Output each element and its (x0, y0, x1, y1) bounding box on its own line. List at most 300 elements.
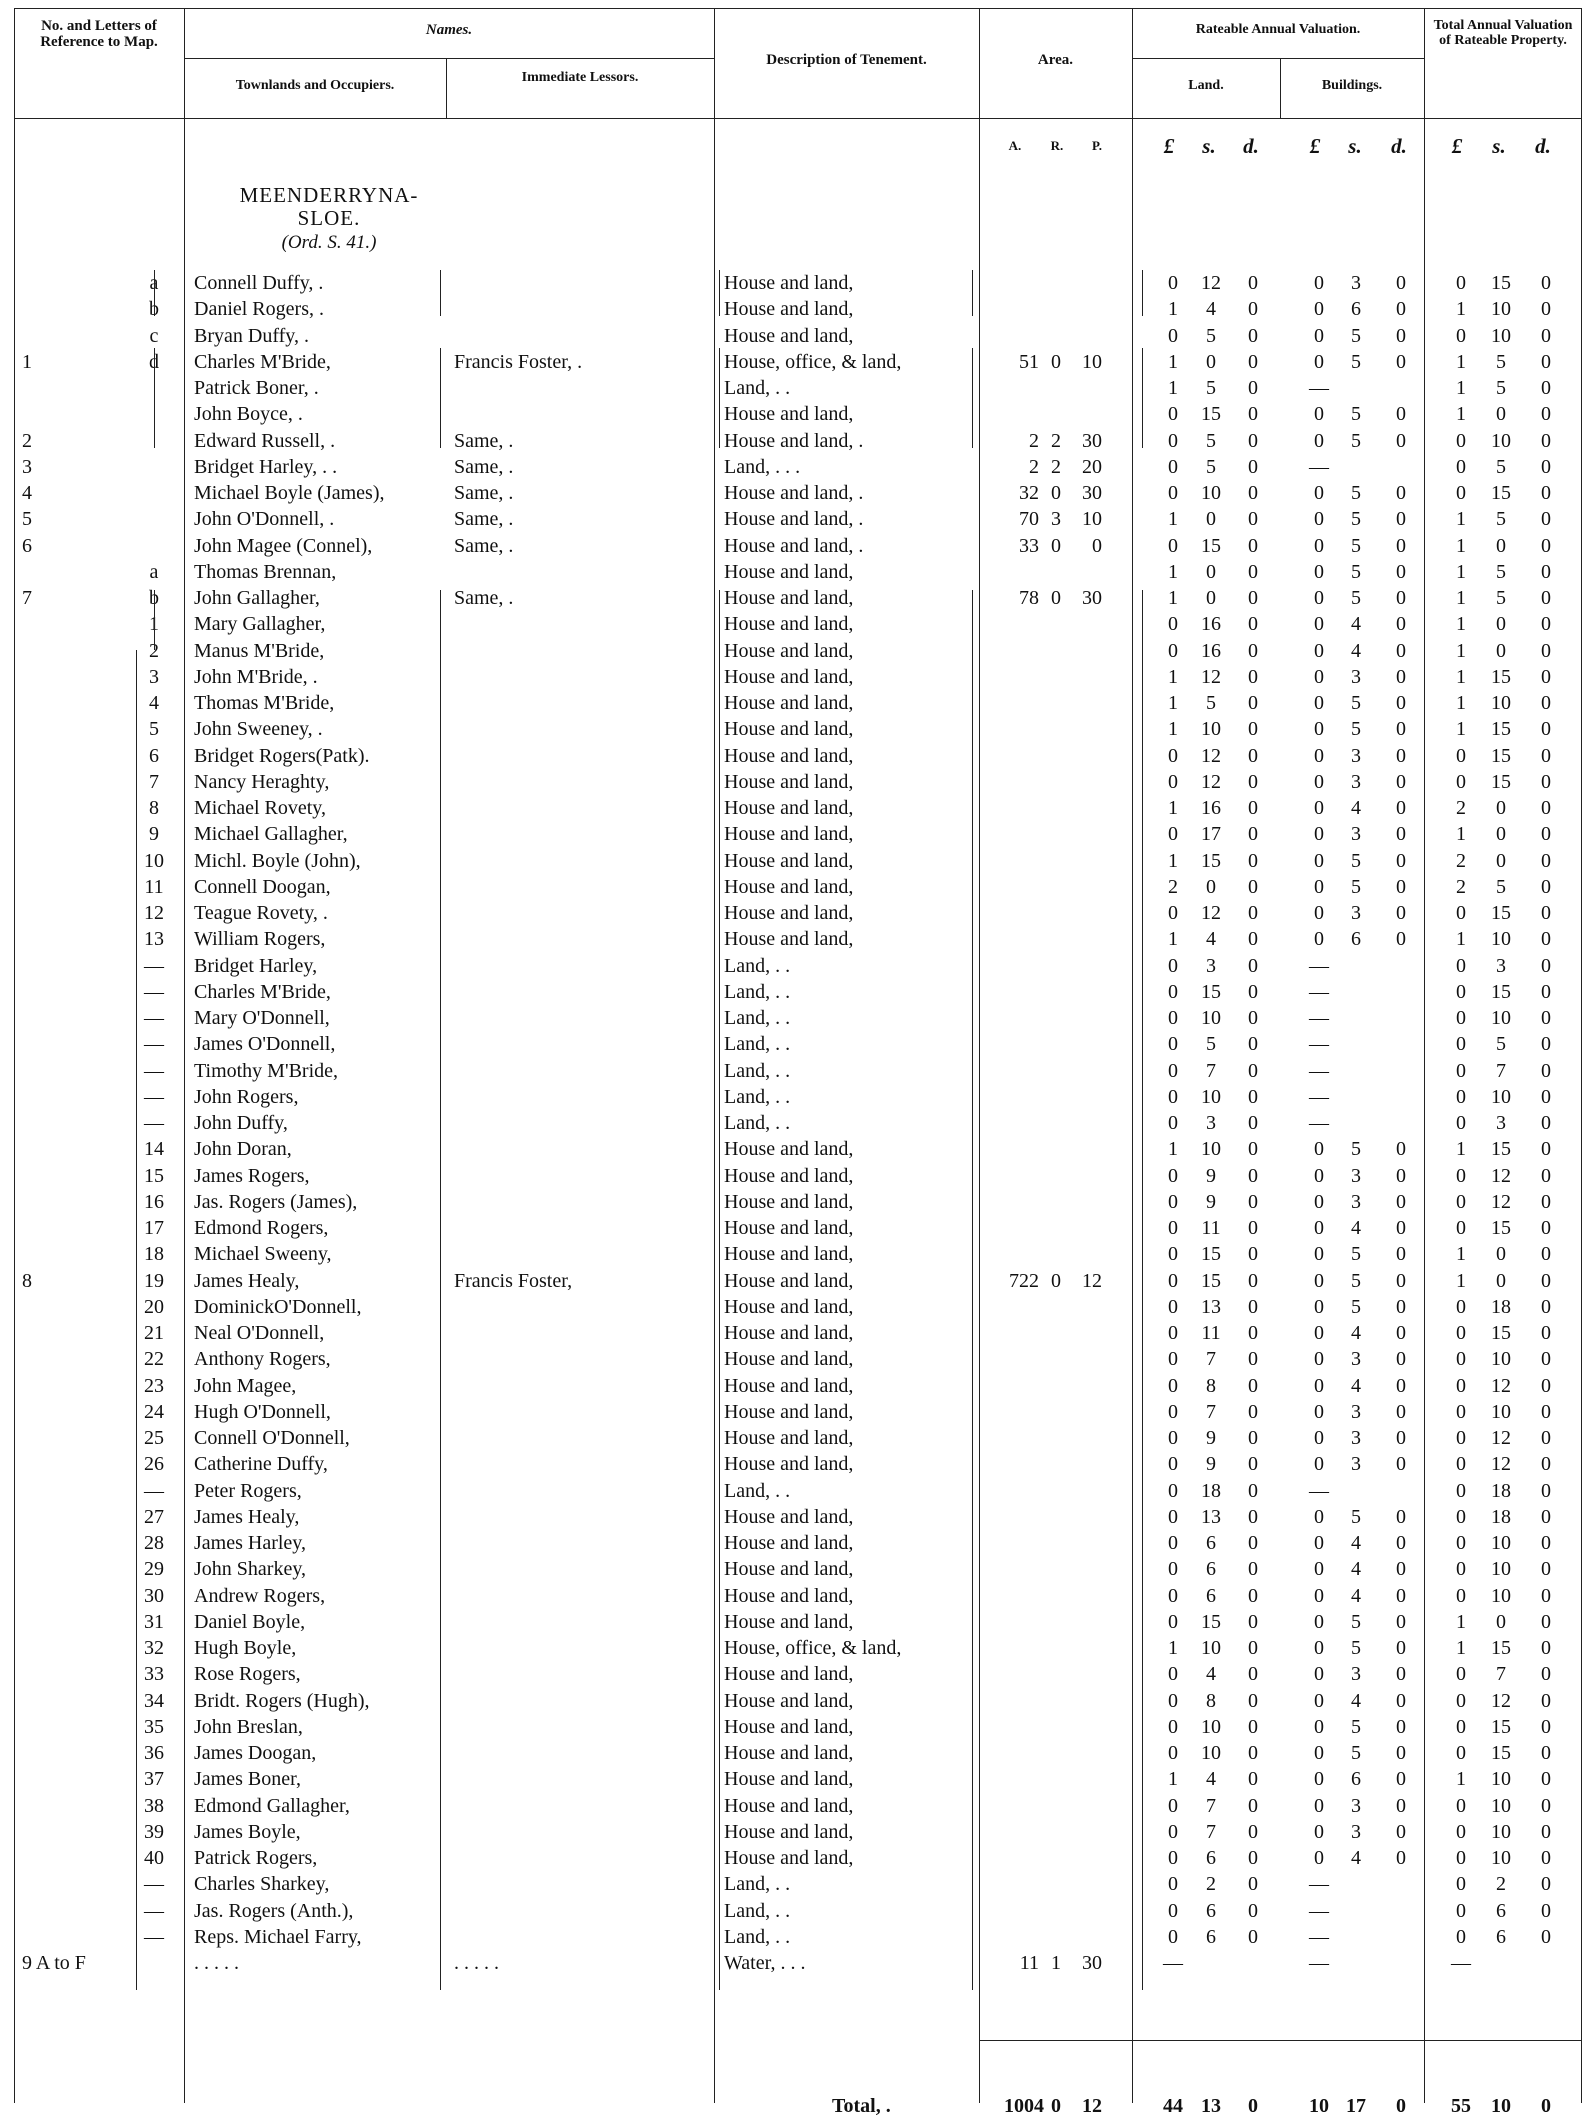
land-shillings: 15 (1201, 1610, 1221, 1633)
ref-letter: — (144, 980, 164, 1003)
ref-letter: b (149, 587, 159, 609)
land-shillings: 8 (1206, 1374, 1216, 1397)
total-shillings: 15 (1491, 1138, 1511, 1161)
total-shillings: 10 (1491, 324, 1511, 347)
land-pence: 0 (1248, 377, 1258, 399)
buildings-pounds: 0 (1314, 1637, 1324, 1659)
buildings-pence: 0 (1396, 534, 1406, 557)
occupier-name: Edward Russell, . (194, 429, 336, 452)
occupier-name: DominickO'Donnell, (194, 1295, 362, 1318)
land-pence: 0 (1248, 1689, 1258, 1712)
buildings-shillings: 4 (1351, 613, 1361, 636)
total-shillings: 18 (1491, 1505, 1511, 1528)
occupier-name: Timothy M'Bride, (194, 1059, 339, 1082)
buildings-pounds: 0 (1314, 639, 1324, 662)
buildings-pence: 0 (1396, 1532, 1406, 1554)
buildings-shillings: 4 (1351, 1847, 1361, 1869)
buildings-pence: 0 (1396, 665, 1406, 688)
ref-letter: 11 (144, 875, 164, 898)
land-shillings: 15 (1201, 403, 1221, 426)
total-buildings-pence: 0 (1396, 2095, 1406, 2117)
total-pounds: 1 (1456, 692, 1466, 714)
table-row (14, 1425, 1582, 1451)
total-shillings: 15 (1491, 1637, 1511, 1659)
ref-letter: 20 (144, 1295, 164, 1318)
tenement-description: House and land, (724, 849, 854, 872)
total-pence: 0 (1541, 1637, 1551, 1659)
rule (446, 58, 447, 118)
ref-letter: 23 (144, 1374, 164, 1397)
buildings-pence: 0 (1396, 1295, 1406, 1318)
ref-letter: 21 (144, 1322, 164, 1344)
buildings-pounds: 0 (1314, 508, 1324, 531)
tenement-description: Land, . . (724, 1873, 791, 1896)
townland-name-line2: SLOE. (297, 206, 361, 230)
townland-name-line1: MEENDERRYNA- (239, 183, 419, 207)
total-shillings: 15 (1491, 770, 1511, 793)
total-pounds: 0 (1456, 1164, 1466, 1187)
total-pounds: 0 (1456, 1007, 1466, 1029)
total-shillings: 0 (1496, 1243, 1506, 1266)
total-shillings: 6 (1496, 1925, 1506, 1948)
buildings-shillings: 3 (1351, 770, 1361, 793)
buildings-shillings: 5 (1351, 849, 1361, 872)
occupier-name: Daniel Boyle, (194, 1610, 306, 1633)
buildings-shillings: 3 (1351, 1663, 1361, 1686)
ref-letter: 29 (144, 1558, 164, 1581)
land-pounds: 1 (1168, 1138, 1178, 1161)
total-shillings: 15 (1491, 1715, 1511, 1738)
ref-letter: 8 (149, 797, 159, 819)
land-shillings: 5 (1206, 1033, 1216, 1056)
table-row (14, 1924, 1582, 1950)
tenement-description: Land, . . . (724, 455, 801, 478)
total-pounds: 1 (1456, 1610, 1466, 1633)
land-shillings: 5 (1206, 455, 1216, 478)
buildings-shillings: 5 (1351, 718, 1361, 741)
total-pounds: 1 (1456, 613, 1466, 636)
buildings-shillings: 3 (1351, 1820, 1361, 1843)
tenement-description: House and land, (724, 1217, 854, 1239)
group-bracket (1142, 650, 1143, 1990)
ref-number: 5 (22, 508, 32, 531)
ref-letter: 3 (149, 665, 159, 688)
buildings-pounds: 0 (1314, 797, 1324, 819)
table-row (14, 1688, 1582, 1714)
land-pounds: 0 (1168, 1007, 1178, 1029)
total-shillings: 0 (1496, 534, 1506, 557)
table-row (14, 979, 1582, 1005)
area-roods: 2 (1051, 455, 1061, 478)
rule (979, 2040, 1582, 2041)
land-pounds: 1 (1168, 797, 1178, 819)
ref-letter: — (144, 1899, 164, 1922)
area-perches: 20 (1082, 455, 1102, 478)
land-pence: 0 (1248, 902, 1258, 924)
buildings-pence: 0 (1396, 1584, 1406, 1607)
total-pence: 0 (1541, 1847, 1551, 1869)
land-pence: 0 (1248, 770, 1258, 793)
total-total-pounds: 55 (1451, 2095, 1471, 2117)
total-pounds: 0 (1456, 455, 1466, 478)
ref-number: 2 (22, 429, 32, 452)
buildings-pounds: — (1309, 980, 1329, 1003)
total-pence: 0 (1541, 980, 1551, 1003)
buildings-pounds: 0 (1314, 560, 1324, 583)
buildings-pounds: 0 (1314, 1295, 1324, 1318)
table-row (14, 506, 1582, 532)
total-buildings-pounds: 10 (1309, 2095, 1329, 2117)
buildings-shillings: 5 (1351, 324, 1361, 347)
land-pence: 0 (1248, 587, 1258, 609)
tenement-description: Land, . . (724, 1479, 791, 1502)
buildings-pounds: — (1309, 1033, 1329, 1056)
tenement-description: House and land, (724, 744, 854, 767)
occupier-name: Bridt. Rogers (Hugh), (194, 1689, 370, 1712)
group-bracket (972, 270, 973, 316)
buildings-shillings: 6 (1351, 928, 1361, 951)
tenement-description: House and land, (724, 1532, 854, 1554)
total-pence: 0 (1541, 1689, 1551, 1712)
group-bracket (440, 348, 441, 448)
total-pounds: 0 (1456, 1322, 1466, 1344)
tenement-description: House and land, (724, 1768, 854, 1791)
header-names: Names. (425, 22, 473, 38)
total-pounds: 0 (1456, 1085, 1466, 1108)
buildings-pence: 0 (1396, 875, 1406, 898)
buildings-pounds: 0 (1314, 534, 1324, 557)
ref-letter: a (149, 272, 159, 294)
total-pounds: 0 (1456, 1925, 1466, 1948)
total-pence: 0 (1541, 1610, 1551, 1633)
buildings-shillings: 5 (1351, 1243, 1361, 1266)
buildings-pounds: 0 (1314, 403, 1324, 426)
land-pounds: 0 (1168, 1322, 1178, 1344)
total-pounds: 0 (1456, 1532, 1466, 1554)
buildings-shillings: 5 (1351, 350, 1361, 373)
table-row (14, 1793, 1582, 1819)
total-pence: 0 (1541, 1427, 1551, 1449)
total-pounds: 0 (1456, 1847, 1466, 1869)
total-pence: 0 (1541, 1925, 1551, 1948)
buildings-pence: 0 (1396, 1768, 1406, 1791)
total-shillings: 0 (1496, 1269, 1506, 1292)
ref-letter: 1 (149, 613, 159, 636)
total-pounds: 0 (1456, 1059, 1466, 1082)
total-shillings: 18 (1491, 1479, 1511, 1502)
table-row (14, 375, 1582, 401)
ref-letter: — (144, 1033, 164, 1056)
total-pounds: 0 (1456, 1348, 1466, 1371)
buildings-shillings: 5 (1351, 1138, 1361, 1161)
buildings-pence: 0 (1396, 1322, 1406, 1344)
table-row (14, 1478, 1582, 1504)
buildings-pence: 0 (1396, 823, 1406, 846)
land-pounds: 0 (1168, 1558, 1178, 1581)
ref-letter: 2 (149, 639, 159, 662)
table-row (14, 953, 1582, 979)
unit-pence: d. (1391, 134, 1407, 158)
tenement-description: House and land, (724, 1558, 854, 1581)
land-pence: 0 (1248, 1847, 1258, 1869)
total-pounds: 0 (1456, 1820, 1466, 1843)
total-shillings: 7 (1496, 1059, 1506, 1082)
ref-letter: 30 (144, 1584, 164, 1607)
land-shillings: 10 (1201, 482, 1221, 504)
occupier-name: Thomas M'Bride, (194, 692, 335, 714)
table-row (14, 428, 1582, 454)
land-pounds: 0 (1168, 1400, 1178, 1423)
buildings-pence: 0 (1396, 1689, 1406, 1712)
buildings-pounds: — (1309, 1899, 1329, 1922)
tenement-description: House and land, (724, 1715, 854, 1738)
ref-letter: 6 (149, 744, 159, 767)
total-pounds: 0 (1456, 1558, 1466, 1581)
buildings-pounds: 0 (1314, 1532, 1324, 1554)
occupier-name: James Boner, (194, 1768, 301, 1791)
land-pence: 0 (1248, 1453, 1258, 1476)
land-shillings: 2 (1206, 1873, 1216, 1896)
total-pence: 0 (1541, 429, 1551, 452)
immediate-lessor: Same, . (454, 429, 514, 452)
buildings-pounds: 0 (1314, 1610, 1324, 1633)
total-pounds: 0 (1456, 1899, 1466, 1922)
occupier-name: James O'Donnell, (194, 1033, 336, 1056)
land-pence: 0 (1248, 1112, 1258, 1134)
tenement-description: House and land, (724, 1689, 854, 1712)
land-shillings: 16 (1201, 613, 1221, 636)
buildings-pounds: 0 (1314, 1847, 1324, 1869)
land-shillings: 10 (1201, 1742, 1221, 1764)
total-pounds: 1 (1456, 560, 1466, 583)
occupier-name: Connell Duffy, . (194, 272, 324, 294)
occupier-name: Rose Rogers, (194, 1663, 301, 1686)
buildings-pounds: 0 (1314, 1742, 1324, 1764)
group-bracket (154, 348, 155, 448)
total-shillings: 5 (1496, 560, 1506, 583)
total-pounds: 0 (1456, 1295, 1466, 1318)
group-bracket (1142, 348, 1143, 448)
tenement-description: House and land, (724, 770, 854, 793)
land-pounds: — (1163, 1952, 1183, 1974)
buildings-pounds: — (1309, 1952, 1329, 1974)
occupier-name: John Sweeney, . (194, 718, 323, 741)
total-pence: 0 (1541, 1742, 1551, 1764)
buildings-shillings: 5 (1351, 1742, 1361, 1764)
land-pence: 0 (1248, 1873, 1258, 1896)
land-shillings: 4 (1206, 1663, 1216, 1686)
occupier-name: Patrick Rogers, (194, 1847, 318, 1869)
occupier-name: John Magee, (194, 1374, 297, 1397)
buildings-pounds: 0 (1314, 875, 1324, 898)
buildings-pounds: 0 (1314, 1820, 1324, 1843)
buildings-shillings: 4 (1351, 1558, 1361, 1581)
table-row (14, 1399, 1582, 1425)
land-pence: 0 (1248, 718, 1258, 741)
total-pence: 0 (1541, 1164, 1551, 1187)
total-pounds: 2 (1456, 849, 1466, 872)
occupier-name: Edmond Rogers, (194, 1217, 329, 1239)
total-shillings: 5 (1496, 350, 1506, 373)
buildings-pence: 0 (1396, 1427, 1406, 1449)
buildings-shillings: 5 (1351, 1637, 1361, 1659)
tenement-description: House and land, (724, 1584, 854, 1607)
buildings-shillings: 5 (1351, 1505, 1361, 1528)
buildings-pounds: 0 (1314, 272, 1324, 294)
occupier-name: James Doogan, (194, 1742, 317, 1764)
unit-roods: R. (1050, 138, 1064, 153)
total-pounds: 0 (1456, 1794, 1466, 1817)
buildings-shillings: 5 (1351, 403, 1361, 426)
buildings-pounds: 0 (1314, 1269, 1324, 1292)
buildings-pence: 0 (1396, 1190, 1406, 1213)
tenement-description: House and land, (724, 1453, 854, 1476)
total-total-shillings: 10 (1491, 2095, 1511, 2117)
group-bracket (719, 650, 720, 1990)
land-pence: 0 (1248, 1269, 1258, 1292)
header-area: Area. (1037, 52, 1074, 68)
table-row (14, 480, 1582, 506)
total-shillings: 15 (1491, 482, 1511, 504)
total-pounds: 0 (1456, 1742, 1466, 1764)
land-shillings: 7 (1206, 1794, 1216, 1817)
area-roods: 0 (1051, 534, 1061, 557)
buildings-pence: 0 (1396, 1847, 1406, 1869)
tenement-description: House and land, . (724, 429, 864, 452)
immediate-lessor: Same, . (454, 534, 514, 557)
unit-pence: d. (1243, 134, 1259, 158)
total-land-pence: 0 (1248, 2095, 1258, 2117)
unit-shillings: s. (1202, 134, 1216, 158)
land-pounds: 0 (1168, 1295, 1178, 1318)
table-row (14, 1268, 1582, 1294)
tenement-description: House, office, & land, (724, 350, 902, 373)
land-pence: 0 (1248, 1715, 1258, 1738)
buildings-pence: 0 (1396, 1453, 1406, 1476)
total-pounds: 0 (1456, 980, 1466, 1003)
table-row (14, 585, 1582, 611)
table-row (14, 611, 1582, 637)
total-shillings: 5 (1496, 587, 1506, 609)
buildings-pence: 0 (1396, 1715, 1406, 1738)
total-roods: 0 (1051, 2095, 1061, 2117)
land-shillings: 10 (1201, 1085, 1221, 1108)
total-shillings: 15 (1491, 272, 1511, 294)
table-row (14, 1950, 1582, 1976)
buildings-pounds: 0 (1314, 1400, 1324, 1423)
buildings-pounds: 0 (1314, 1794, 1324, 1817)
total-pounds: 0 (1456, 1689, 1466, 1712)
total-shillings: 5 (1496, 875, 1506, 898)
tenement-description: House and land, (724, 613, 854, 636)
ref-letter: 5 (149, 718, 159, 741)
tenement-description: House and land, (724, 272, 854, 294)
land-pounds: 1 (1168, 377, 1178, 399)
buildings-pounds: 0 (1314, 928, 1324, 951)
buildings-pounds: 0 (1314, 350, 1324, 373)
tenement-description: House and land, . (724, 482, 864, 504)
total-pence: 0 (1541, 1400, 1551, 1423)
occupier-name: John Magee (Connel), (194, 534, 373, 557)
ref-letter: 36 (144, 1742, 164, 1764)
land-pounds: 0 (1168, 770, 1178, 793)
buildings-pence: 0 (1396, 1400, 1406, 1423)
occupier-name: James Boyle, (194, 1820, 301, 1843)
land-pence: 0 (1248, 1637, 1258, 1659)
total-shillings: 3 (1496, 954, 1506, 977)
table-row (14, 270, 1582, 296)
total-pence: 0 (1541, 639, 1551, 662)
total-pounds: 1 (1456, 639, 1466, 662)
area-perches: 10 (1082, 508, 1102, 531)
land-pence: 0 (1248, 1059, 1258, 1082)
buildings-pence: 0 (1396, 797, 1406, 819)
buildings-shillings: 3 (1351, 665, 1361, 688)
occupier-name: William Rogers, (194, 928, 326, 951)
immediate-lessor: Francis Foster, . (454, 350, 583, 373)
table-row (14, 1714, 1582, 1740)
land-shillings: 6 (1206, 1899, 1216, 1922)
buildings-pence: 0 (1396, 744, 1406, 767)
occupier-name: Michael Boyle (James), (194, 482, 385, 504)
buildings-shillings: 3 (1351, 1400, 1361, 1423)
buildings-pounds: 0 (1314, 1584, 1324, 1607)
land-pence: 0 (1248, 403, 1258, 426)
land-shillings: 5 (1206, 429, 1216, 452)
total-pounds: 1 (1456, 1138, 1466, 1161)
buildings-pence: 0 (1396, 770, 1406, 793)
buildings-pence: 0 (1396, 902, 1406, 924)
land-pounds: 0 (1168, 1532, 1178, 1554)
ref-letter: 9 (149, 823, 159, 846)
total-shillings: 15 (1491, 902, 1511, 924)
ref-letter: 38 (144, 1794, 164, 1817)
land-shillings: 3 (1206, 954, 1216, 977)
tenement-description: House and land, (724, 560, 854, 583)
occupier-name: Peter Rogers, (194, 1479, 302, 1502)
land-shillings: 6 (1206, 1558, 1216, 1581)
land-pounds: 0 (1168, 1453, 1178, 1476)
buildings-shillings: 3 (1351, 1794, 1361, 1817)
land-shillings: 15 (1201, 1243, 1221, 1266)
occupier-name: Manus M'Bride, (194, 639, 325, 662)
total-pounds: 0 (1456, 1873, 1466, 1896)
occupier-name: John Sharkey, (194, 1558, 307, 1581)
tenement-description: House and land, . (724, 534, 864, 557)
buildings-pence: 0 (1396, 1610, 1406, 1633)
buildings-pounds: 0 (1314, 1663, 1324, 1686)
buildings-shillings: 4 (1351, 639, 1361, 662)
tenement-description: House and land, (724, 1348, 854, 1371)
ref-letter: 17 (144, 1217, 164, 1239)
total-shillings: 15 (1491, 718, 1511, 741)
buildings-pounds: 0 (1314, 1374, 1324, 1397)
ref-letter: 37 (144, 1768, 164, 1791)
land-shillings: 6 (1206, 1584, 1216, 1607)
land-pence: 0 (1248, 1610, 1258, 1633)
land-shillings: 13 (1201, 1295, 1221, 1318)
occupier-name: John Boyce, . (194, 403, 303, 426)
table-row (14, 848, 1582, 874)
occupier-name: Connell O'Donnell, (194, 1427, 350, 1449)
table-row (14, 1110, 1582, 1136)
total-shillings: 5 (1496, 377, 1506, 399)
total-pence: 0 (1541, 1374, 1551, 1397)
occupier-name: Charles M'Bride, (194, 980, 331, 1003)
total-pence: 0 (1541, 744, 1551, 767)
buildings-pounds: — (1309, 1007, 1329, 1029)
tenement-description: House and land, . (724, 508, 864, 531)
